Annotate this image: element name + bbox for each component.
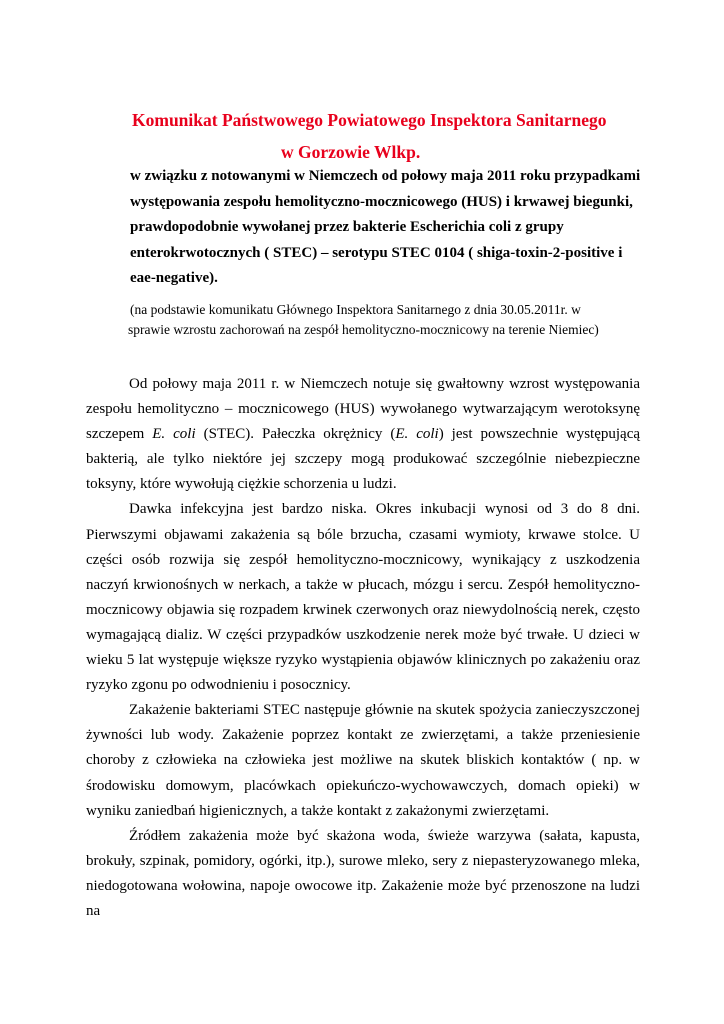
- body-text: [86, 372, 640, 924]
- subtitle-line: w związku z notowanymi w Niemczech od połowy maja 2011 roku przypadkami: [130, 168, 641, 184]
- paragraph-1-part-1: Od połowy maja 2011 r. w Niemczech notuje się gwałtowny wzrost występowania zespołu hemolityczno – mocznicowego (HUS) wywołanego wytwarzającym werotoksynę szczepem: [86, 376, 640, 443]
- subtitle: [130, 164, 650, 292]
- subtitle-line: eae-negative).: [130, 270, 218, 286]
- subtitle-line: prawdopodobnie wywołanej przez bakterie Escherichia coli z grupy: [130, 219, 564, 235]
- paragraph-1-italic-1: E. coli: [152, 426, 196, 443]
- paragraph-1-italic-2: E. coli: [395, 426, 439, 443]
- paragraph-2: Dawka infekcyjna jest bardzo niska. Okres inkubacji wynosi od 3 do 8 dni. Pierwszymi objawami zakażenia są bóle brzucha, czasami wymioty, krwawe stolce. U części osób rozwija się zespół hemolityczno-mocznicowy, wynikający z uszkodzenia naczyń krwionośnych w nerkach, a także w płucach, mózgu i sercu. Zespół hemolityczno-mocznicowy objawia się rozpadem krwinek czerwonych oraz niewydolnością nerek, często wymagającą dializ. W części przypadków uszkodzenie nerek może być trwałe. U dzieci w wieku 5 lat występuje większe ryzyko wystąpienia objawów klinicznych po zakażeniu oraz ryzyko zgonu po odwodnieniu i posocznicy.: [86, 501, 640, 694]
- subtitle-line: enterokrwotocznych ( STEC) – serotypu STEC 0104 ( shiga-toxin-2-positive i: [130, 244, 623, 261]
- source-note: [128, 300, 628, 340]
- paragraph-1-part-2: (STEC). Pałeczka okrężnicy (: [195, 426, 396, 443]
- source-note-line: sprawie wzrostu zachorowań na zespół hemolityczno-mocznicowy na terenie Niemiec): [128, 322, 599, 337]
- paragraph-1-part-3: ) jest powszechnie występującą bakterią, ale tylko niektóre jej szczepy mogą produkować szczególnie niebezpieczne toksyny, które wywołują ciężkie schorzenia u ludzi.: [86, 426, 641, 493]
- paragraph-1: [86, 372, 640, 497]
- paragraph-3: Zakażenie bakteriami STEC następuje głównie na skutek spożycia zanieczyszczonej żywności lub wody. Zakażenie poprzez kontakt ze zwierzętami, a także przeniesienie choroby z człowieka na człowieka jest możliwe na skutek bliskich kontaktów ( np. w środowisku domowym, placówkach opiekuńczo-wychowawczych, domach opieki) w wyniku zaniedbań higienicznych, a także kontakt z zakażonymi zwierzętami.: [86, 702, 640, 819]
- paragraph-4: Źródłem zakażenia może być skażona woda, świeże warzywa (sałata, kapusta, brokuły, szpinak, pomidory, ogórki, itp.), surowe mleko, sery z niepasteryzowanego mleka, niedogotowana wołowina, napoje owocowe itp. Zakażenie może być przenoszone na ludzi na: [86, 827, 640, 919]
- page-title-line-1: Komunikat Państwowego Powiatowego Inspektora Sanitarnego: [132, 110, 607, 130]
- source-note-line: (na podstawie komunikatu Głównego Inspektora Sanitarnego z dnia 30.05.2011r. w: [130, 302, 581, 317]
- subtitle-line: występowania zespołu hemolityczno-mocznicowego (HUS) i krwawej biegunki,: [130, 193, 633, 210]
- page-title-line-2: w Gorzowie Wlkp.: [281, 142, 421, 162]
